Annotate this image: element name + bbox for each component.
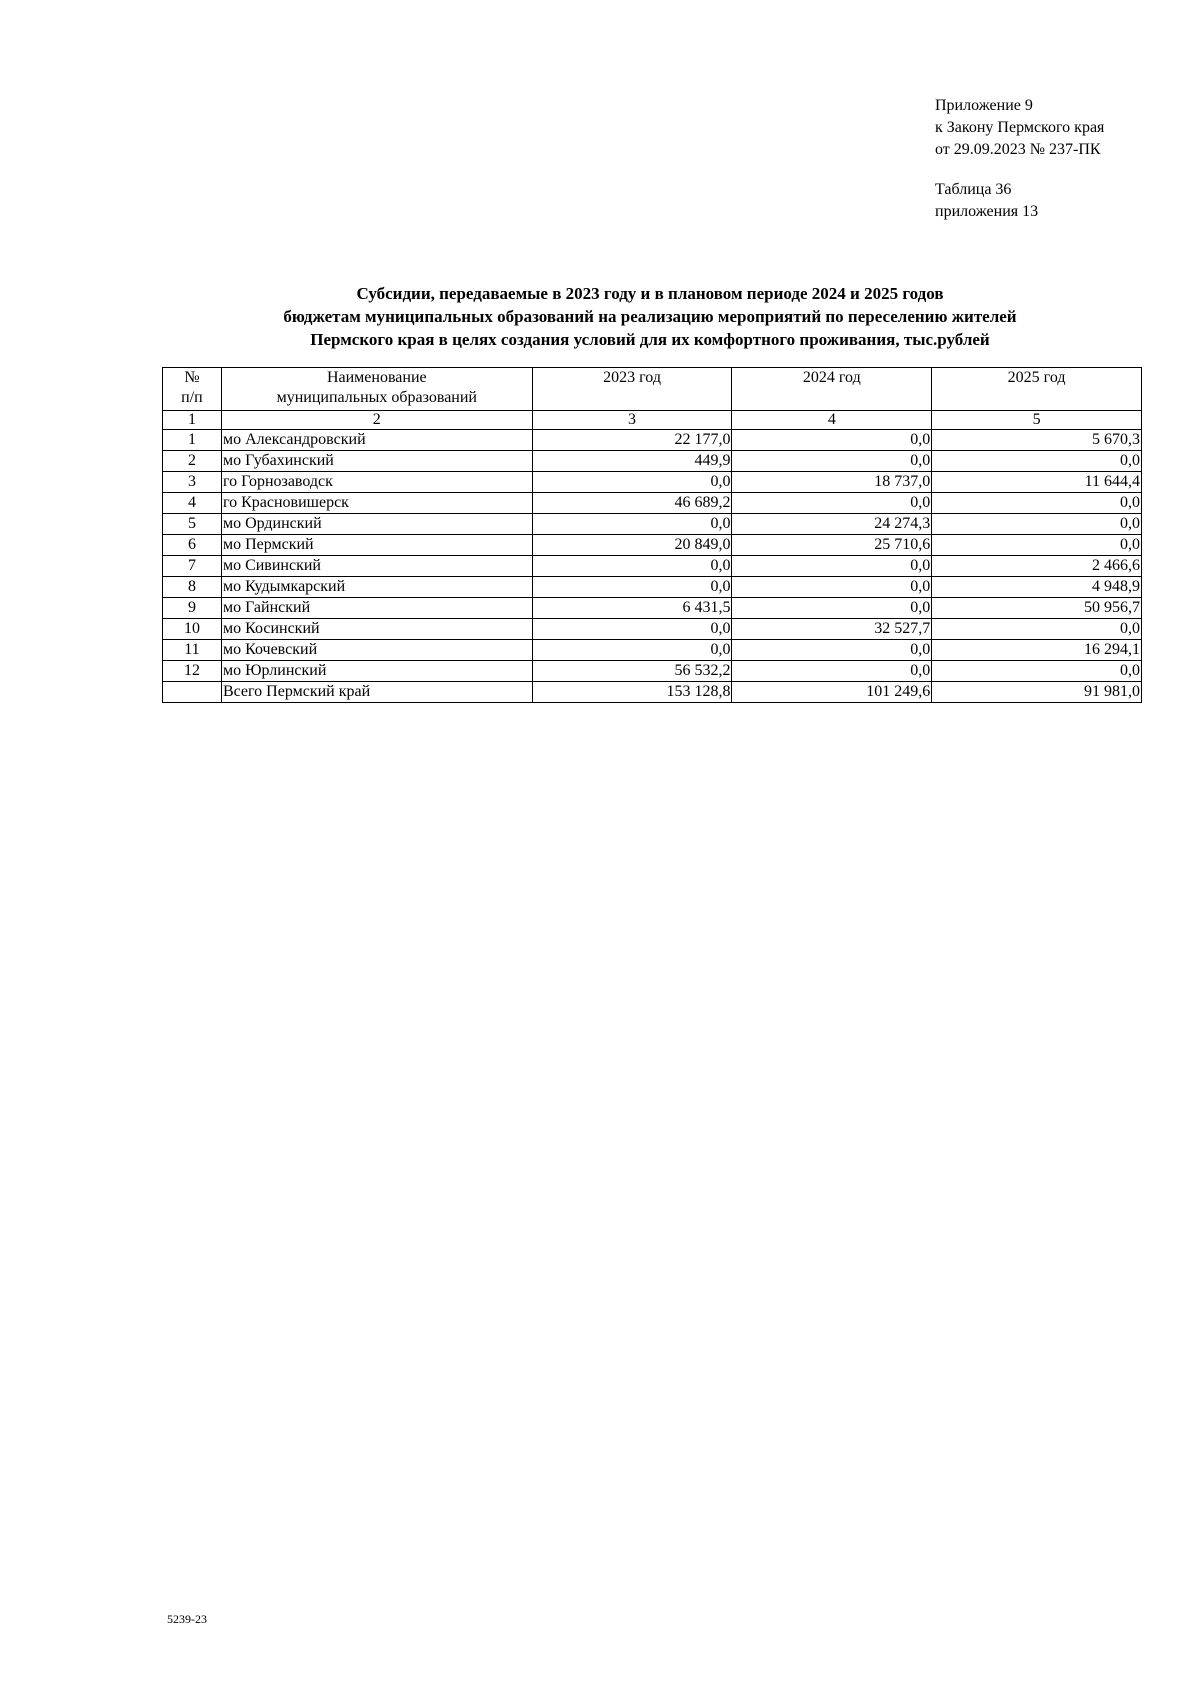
table-row (163, 472, 1142, 493)
total-label: Всего Пермский край (221, 682, 532, 703)
value-2023: 0,0 (532, 514, 732, 535)
table-row (163, 451, 1142, 472)
value-2025: 5 670,3 (932, 430, 1142, 451)
value-2024: 0,0 (732, 640, 932, 661)
value-2024: 0,0 (732, 577, 932, 598)
value-2024: 0,0 (732, 451, 932, 472)
table-row (163, 598, 1142, 619)
row-number (163, 682, 222, 703)
table-reference-line: Таблица 36 (935, 181, 1012, 198)
column-number: 3 (532, 411, 732, 430)
document-code: 5239-23 (167, 1612, 207, 1626)
value-2023: 449,9 (532, 451, 732, 472)
municipality-name: мо Кудымкарский (221, 577, 532, 598)
municipality-name: мо Юрлинский (221, 661, 532, 682)
column-number: 5 (932, 411, 1142, 430)
value-2024: 0,0 (732, 598, 932, 619)
appendix-line: к Закону Пермского края (935, 119, 1105, 136)
value-2023: 46 689,2 (532, 493, 732, 514)
value-2025: 0,0 (932, 535, 1142, 556)
value-2025: 16 294,1 (932, 640, 1142, 661)
value-2023: 0,0 (532, 619, 732, 640)
subsidies-table (162, 367, 1142, 703)
value-2025: 50 956,7 (932, 598, 1142, 619)
value-2023: 56 532,2 (532, 661, 732, 682)
municipality-name: мо Гайнский (221, 598, 532, 619)
header-2024: 2024 год (732, 368, 932, 411)
table-row (163, 577, 1142, 598)
row-number: 4 (163, 493, 222, 514)
appendix-block (935, 95, 1104, 223)
table-row (163, 535, 1142, 556)
municipality-name: мо Косинский (221, 619, 532, 640)
value-2024: 24 274,3 (732, 514, 932, 535)
municipality-name: го Горнозаводск (221, 472, 532, 493)
municipality-name: мо Сивинский (221, 556, 532, 577)
table-row (163, 514, 1142, 535)
row-number: 10 (163, 619, 222, 640)
value-2024: 0,0 (732, 556, 932, 577)
value-2023: 20 849,0 (532, 535, 732, 556)
row-number: 1 (163, 430, 222, 451)
value-2025: 0,0 (932, 514, 1142, 535)
value-2023: 6 431,5 (532, 598, 732, 619)
table-header-row (163, 368, 1142, 411)
value-2025: 2 466,6 (932, 556, 1142, 577)
row-number: 8 (163, 577, 222, 598)
title-line: Субсидии, передаваемые в 2023 году и в плановом периоде 2024 и 2025 годов (356, 284, 944, 303)
value-2023: 0,0 (532, 472, 732, 493)
table-total-row (163, 682, 1142, 703)
appendix-line: Приложение 9 (935, 97, 1033, 114)
value-2025: 0,0 (932, 451, 1142, 472)
municipality-name: мо Александровский (221, 430, 532, 451)
column-number-row (163, 411, 1142, 430)
value-2025: 11 644,4 (932, 472, 1142, 493)
column-number: 2 (221, 411, 532, 430)
table-row (163, 640, 1142, 661)
header-name: Наименование муниципальных образований (221, 368, 532, 411)
document-title (150, 282, 1150, 351)
row-number: 2 (163, 451, 222, 472)
row-number: 11 (163, 640, 222, 661)
row-number: 5 (163, 514, 222, 535)
table-reference-line: приложения 13 (935, 203, 1039, 220)
municipality-name: го Красновишерск (221, 493, 532, 514)
value-2025: 4 948,9 (932, 577, 1142, 598)
table-row (163, 430, 1142, 451)
value-2024: 25 710,6 (732, 535, 932, 556)
column-number: 1 (163, 411, 222, 430)
table-row (163, 556, 1142, 577)
header-2025: 2025 год (932, 368, 1142, 411)
row-number: 12 (163, 661, 222, 682)
value-2023: 0,0 (532, 640, 732, 661)
table-row (163, 619, 1142, 640)
table-row (163, 493, 1142, 514)
total-2025: 91 981,0 (932, 682, 1142, 703)
municipality-name: мо Пермский (221, 535, 532, 556)
value-2025: 0,0 (932, 661, 1142, 682)
municipality-name: мо Ординский (221, 514, 532, 535)
row-number: 9 (163, 598, 222, 619)
appendix-line: от 29.09.2023 № 237-ПК (935, 141, 1101, 158)
header-2023: 2023 год (532, 368, 732, 411)
value-2024: 32 527,7 (732, 619, 932, 640)
row-number: 6 (163, 535, 222, 556)
value-2025: 0,0 (932, 493, 1142, 514)
column-number: 4 (732, 411, 932, 430)
value-2024: 18 737,0 (732, 472, 932, 493)
title-line: бюджетам муниципальных образований на реализацию мероприятий по переселению жителей (283, 307, 1017, 326)
table-body (163, 430, 1142, 703)
value-2023: 0,0 (532, 577, 732, 598)
total-2024: 101 249,6 (732, 682, 932, 703)
header-number: № п/п (163, 368, 222, 411)
municipality-name: мо Кочевский (221, 640, 532, 661)
title-line: Пермского края в целях создания условий для их комфортного проживания, тыс.рублей (310, 330, 990, 349)
row-number: 7 (163, 556, 222, 577)
value-2023: 0,0 (532, 556, 732, 577)
table-row (163, 661, 1142, 682)
row-number: 3 (163, 472, 222, 493)
municipality-name: мо Губахинский (221, 451, 532, 472)
value-2024: 0,0 (732, 661, 932, 682)
value-2025: 0,0 (932, 619, 1142, 640)
total-2023: 153 128,8 (532, 682, 732, 703)
value-2023: 22 177,0 (532, 430, 732, 451)
value-2024: 0,0 (732, 493, 932, 514)
value-2024: 0,0 (732, 430, 932, 451)
